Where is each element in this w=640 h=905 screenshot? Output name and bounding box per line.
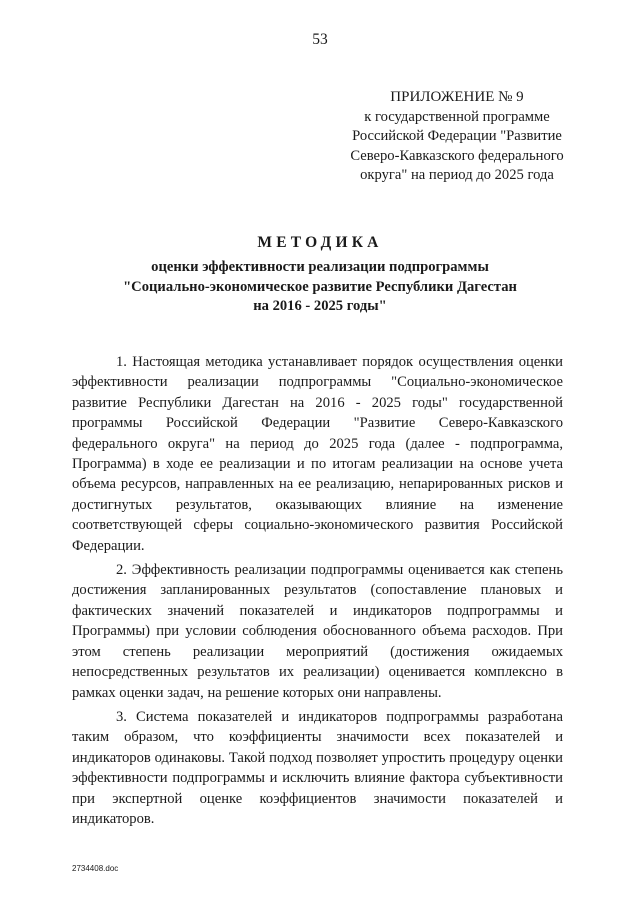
appendix-line: Российской Федерации "Развитие xyxy=(352,128,562,144)
appendix-line: к государственной программе xyxy=(364,108,550,125)
document-body xyxy=(72,352,563,833)
appendix-block xyxy=(328,88,586,186)
paragraph-2: 2. Эффективность реализации подпрограммы оценивается как степень достижения запланированных результатов (сопоставление плановых и фактических значений показателей и индикаторов подпрограммы и Программы) при условии соблюдения обоснованного объема расходов. При этом степень реализации мероприятий (достижения ожидаемых непосредственных результатов их реализации) оценивается комплексно в рамках оценки задач, на решение которых они направлены. xyxy=(72,562,563,701)
document-title: МЕТОДИКА xyxy=(257,234,383,251)
subtitle-line: на 2016 - 2025 годы" xyxy=(253,298,387,314)
paragraph-1: 1. Настоящая методика устанавливает порядок осуществления оценки эффективности реализации подпрограммы "Социально-экономическое развитие Республики Дагестан на 2016 - 2025 годы" государственной программы Российской Федерации "Развитие Северо-Кавказского федерального округа" на период до 2025 года (далее - подпрограмма, Программа) в ходе ее реализации и по итогам реализации на основе учета объема ресурсов, направленных на ее реализацию, непарированных рисков и достигнутых результатов, оказывающих влияние на изменение соответствующей сферы социально-экономического развития Российской Федерации. xyxy=(72,354,563,554)
appendix-line: округа" на период до 2025 года xyxy=(360,167,554,183)
subtitle-line: "Социально-экономическое развитие Республики Дагестан xyxy=(123,278,517,295)
appendix-line: Северо-Кавказского федерального xyxy=(350,147,564,164)
appendix-title: ПРИЛОЖЕНИЕ № 9 xyxy=(390,89,524,105)
document-subtitle xyxy=(0,258,640,317)
page-number: 53 xyxy=(312,31,328,48)
subtitle-line: оценки эффективности реализации подпрограммы xyxy=(151,259,489,275)
paragraph-3: 3. Система показателей и индикаторов подпрограммы разработана таким образом, что коэффициенты значимости всех показателей и индикаторов одинаковы. Такой подход позволяет упростить процедуру оценки эффективности подпрограммы и исключить влияние фактора субъективности при экспертной оценке коэффициентов значимости показателей и индикаторов. xyxy=(72,708,563,827)
footer-file-name: 2734408.doc xyxy=(72,864,119,873)
